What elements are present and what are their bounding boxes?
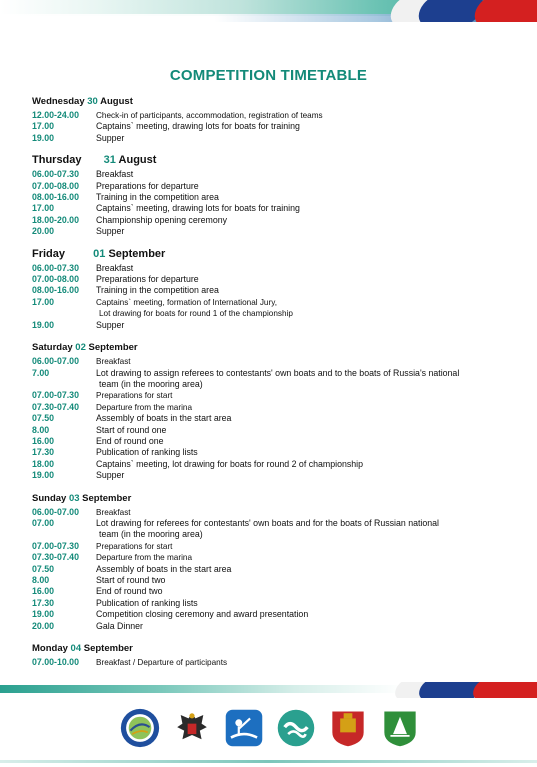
schedule-row <box>32 459 502 470</box>
day-heading <box>32 492 502 505</box>
event-desc-line: Lot drawing for referees for contestants' own boats and for the boats of Russian national <box>96 517 440 528</box>
event-time: 19.00 <box>32 319 55 330</box>
double-eagle-coat-of-arms-icon <box>172 705 212 751</box>
schedule-row <box>32 598 502 609</box>
event-desc: Preparations for departure <box>96 180 199 191</box>
event-desc: Assembly of boats in the start area <box>96 413 232 424</box>
weekday: Thursday <box>32 154 82 167</box>
timetable <box>32 95 502 668</box>
schedule-row <box>32 368 502 391</box>
day-block <box>32 95 502 144</box>
event-desc-line: Lot drawing to assign referees to contestants' own boats and to the boats of Russia's national <box>96 367 460 378</box>
event-desc: Captains` meeting, drawing lots for boats for training <box>96 121 300 132</box>
event-desc: Breakfast <box>96 169 134 180</box>
schedule-row <box>32 133 502 144</box>
flag-red-stripe <box>470 682 537 698</box>
event-time: 07.50 <box>32 563 55 574</box>
event-desc: Preparations for start <box>96 541 173 551</box>
day-block <box>32 341 502 481</box>
event-desc <box>96 368 502 391</box>
schedule-row <box>32 609 502 620</box>
day-block <box>32 492 502 632</box>
event-desc <box>96 518 502 541</box>
event-time: 06.00-07.30 <box>32 262 79 273</box>
page-title: COMPETITION TIMETABLE <box>169 67 368 84</box>
event-desc: Supper <box>96 319 125 330</box>
event-desc: Supper <box>96 226 125 237</box>
federation-seal-icon <box>120 705 160 751</box>
event-time: 17.00 <box>32 203 55 214</box>
event-time: 16.00 <box>32 586 55 597</box>
schedule-row <box>32 402 502 413</box>
month: September <box>108 247 166 260</box>
event-desc: Breakfast <box>96 357 131 367</box>
event-desc: End of round two <box>96 586 163 597</box>
event-time: 07.00-08.00 <box>32 180 79 191</box>
event-time: 07.30-07.40 <box>32 552 79 563</box>
event-desc: Breakfast <box>96 262 134 273</box>
event-time: 06.00-07.30 <box>32 169 79 180</box>
event-desc-line: Captains` meeting, formation of International Jury, <box>96 297 277 307</box>
day-heading <box>32 642 502 655</box>
event-desc-line: team (in the mooring area) <box>99 529 203 540</box>
weekday: Friday <box>32 247 66 260</box>
schedule-row <box>32 390 502 401</box>
day-date: 03 <box>68 492 80 504</box>
town-coat-of-arms-icon <box>380 705 420 751</box>
event-time: 17.30 <box>32 597 55 608</box>
event-time: 06.00-07.00 <box>32 506 79 517</box>
schedule-row <box>32 110 502 121</box>
event-desc: Competition closing ceremony and award presentation <box>96 609 309 620</box>
schedule-row <box>32 447 502 458</box>
event-desc: Training in the competition area <box>96 192 219 203</box>
event-desc: Captains` meeting, drawing lots for boats for training <box>96 203 300 214</box>
event-time: 18.00 <box>32 458 55 469</box>
event-time: 12.00-24.00 <box>32 110 79 120</box>
event-time: 17.30 <box>32 447 55 458</box>
day-block <box>32 248 502 331</box>
event-time: 17.00 <box>32 121 55 132</box>
month: September <box>82 492 132 504</box>
day-heading <box>32 95 502 108</box>
event-time: 07.30-07.40 <box>32 401 79 412</box>
schedule-row <box>32 621 502 632</box>
schedule-row <box>32 564 502 575</box>
event-time: 8.00 <box>32 424 50 435</box>
header-stripe <box>0 0 537 22</box>
flag-red-stripe <box>470 0 537 22</box>
day-heading <box>32 154 502 167</box>
schedule-row <box>32 297 502 320</box>
schedule-row <box>32 552 502 563</box>
schedule-row <box>32 575 502 586</box>
event-desc: Start of round one <box>96 424 167 435</box>
event-time: 20.00 <box>32 226 55 237</box>
day-date: 02 <box>75 342 86 354</box>
event-desc: Breakfast / Departure of participants <box>96 658 228 668</box>
event-time: 19.00 <box>32 609 55 620</box>
event-desc: Preparations for start <box>96 391 173 401</box>
event-time: 7.00 <box>32 367 50 378</box>
schedule-row <box>32 215 502 226</box>
event-desc-line: team (in the mooring area) <box>99 378 203 389</box>
event-time: 19.00 <box>32 470 55 481</box>
weekday: Wednesday <box>32 96 85 107</box>
event-desc: Check-in of participants, accommodation, registration of teams <box>96 111 323 120</box>
schedule-row <box>32 121 502 132</box>
day-date: 04 <box>70 643 82 655</box>
event-desc: Publication of ranking lists <box>96 447 198 458</box>
footer-stripe <box>0 682 537 698</box>
event-time: 19.00 <box>32 132 55 143</box>
schedule-row <box>32 470 502 481</box>
schedule-row <box>32 541 502 552</box>
day-date: 01 <box>93 247 106 260</box>
schedule-row <box>32 586 502 597</box>
month: September <box>88 342 138 354</box>
event-desc <box>96 297 502 320</box>
event-desc: Supper <box>96 132 125 143</box>
schedule-row <box>32 169 502 180</box>
event-time: 07.00 <box>32 517 55 528</box>
schedule-row <box>32 274 502 285</box>
schedule-row <box>32 320 502 331</box>
event-time: 07.50 <box>32 413 55 424</box>
event-time: 07.00-08.00 <box>32 274 79 285</box>
schedule-row <box>32 226 502 237</box>
wave-emblem-icon <box>276 705 316 751</box>
event-time: 16.00 <box>32 435 55 446</box>
schedule-row <box>32 507 502 518</box>
month: September <box>83 643 133 655</box>
schedule-row <box>32 263 502 274</box>
day-date: 30 <box>87 96 98 107</box>
event-time: 07.00-07.30 <box>32 390 79 401</box>
event-desc: End of round one <box>96 435 164 446</box>
day-heading <box>32 341 502 354</box>
fisherman-emblem-icon <box>224 705 264 751</box>
schedule-row <box>32 413 502 424</box>
schedule-row <box>32 425 502 436</box>
schedule-row <box>32 356 502 367</box>
schedule-row <box>32 436 502 447</box>
event-desc: Training in the competition area <box>96 285 219 296</box>
event-desc: Supper <box>96 470 125 481</box>
day-date: 31 <box>103 154 116 167</box>
schedule-row <box>32 518 502 541</box>
event-time: 08.00-16.00 <box>32 192 79 203</box>
month: August <box>118 154 157 167</box>
weekday: Sunday <box>32 492 67 504</box>
event-desc: Preparations for departure <box>96 274 199 285</box>
event-desc: Championship opening ceremony <box>96 214 228 225</box>
event-desc: Publication of ranking lists <box>96 597 198 608</box>
event-desc: Breakfast <box>96 507 131 517</box>
event-time: 18.00-20.00 <box>32 214 79 225</box>
event-time: 8.00 <box>32 575 50 585</box>
bottom-divider <box>0 760 537 763</box>
event-desc-line: Lot drawing for boats for round 1 of the championship <box>99 309 293 319</box>
event-time: 07.00-10.00 <box>32 657 79 668</box>
schedule-row <box>32 192 502 203</box>
event-desc: Captains` meeting, lot drawing for boats for round 2 of championship <box>96 458 363 469</box>
event-time: 08.00-16.00 <box>32 285 79 296</box>
day-heading <box>32 248 502 261</box>
schedule-row <box>32 657 502 668</box>
event-desc: Departure from the marina <box>96 553 193 563</box>
event-time: 17.00 <box>32 296 55 307</box>
event-desc: Gala Dinner <box>96 620 143 631</box>
day-block <box>32 642 502 668</box>
event-desc: Assembly of boats in the start area <box>96 563 232 574</box>
schedule-row <box>32 203 502 214</box>
day-block <box>32 154 502 237</box>
sponsor-logos <box>120 702 420 754</box>
weekday: Monday <box>32 643 68 655</box>
month: August <box>100 96 133 107</box>
event-time: 20.00 <box>32 620 55 631</box>
event-time: 07.00-07.30 <box>32 540 79 551</box>
event-desc: Start of round two <box>96 575 166 585</box>
tver-coat-of-arms-icon <box>328 705 368 751</box>
schedule-row <box>32 285 502 296</box>
event-time: 06.00-07.00 <box>32 356 79 367</box>
event-desc: Departure from the marina <box>96 402 193 412</box>
weekday: Saturday <box>32 342 73 354</box>
schedule-row <box>32 181 502 192</box>
